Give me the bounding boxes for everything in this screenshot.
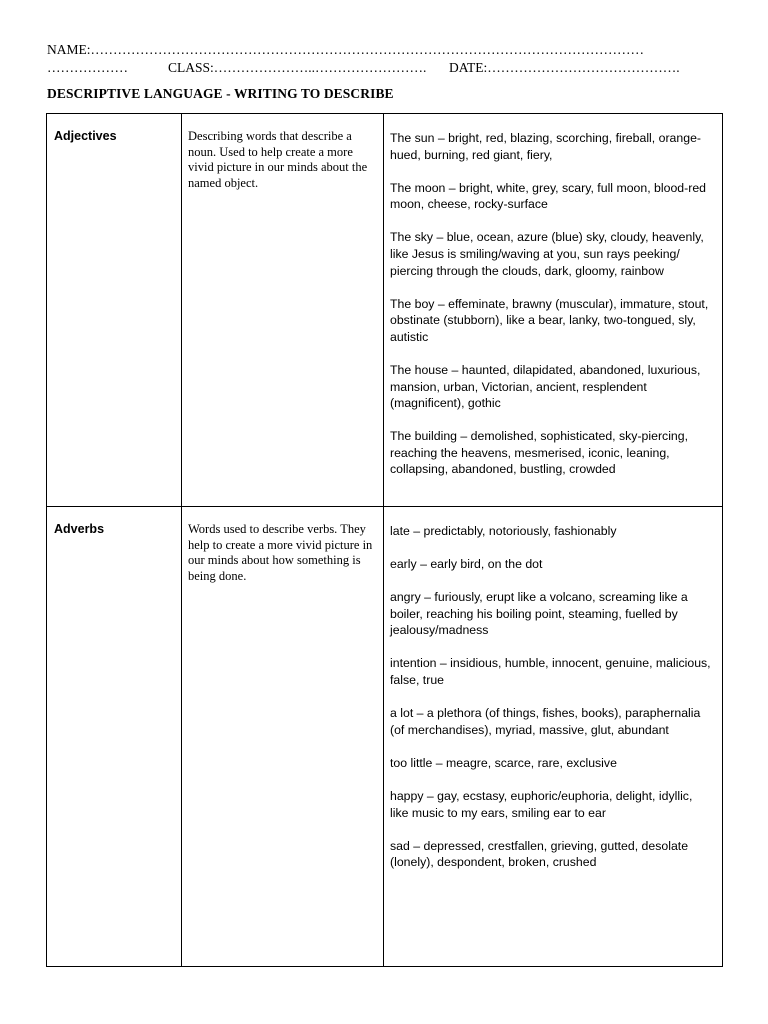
example-item: happy – gay, ecstasy, euphoric/euphoria, delight, idyllic, like music to my ears, smiling ear to ear bbox=[390, 788, 693, 820]
term-cell bbox=[47, 114, 182, 507]
example-item: a lot – a plethora (of things, fishes, books), paraphernalia (of merchandises), myriad, massive, glut, abundant bbox=[390, 706, 701, 737]
document-title: DESCRIPTIVE LANGUAGE - WRITING TO DESCRIBE bbox=[47, 86, 394, 101]
example-item: The house – haunted, dilapidated, abandoned, luxurious, mansion, urban, Victorian, ancient, resplendent (magnificent), gothic bbox=[390, 362, 701, 411]
example-item: early – early bird, on the dot bbox=[390, 557, 543, 572]
examples-cell bbox=[384, 507, 723, 967]
definition-text: Describing words that describe a noun. Used to help create a more vivid picture in our minds about the named object. bbox=[188, 129, 368, 190]
term-label: Adverbs bbox=[54, 522, 105, 536]
example-item: The sky – blue, ocean, azure (blue) sky, cloudy, heavenly, like Jesus is smiling/waving at you, sun rays peeking/ piercing through the clouds, dark, gloomy, rainbow bbox=[390, 230, 704, 278]
name-field[interactable]: NAME:…………………………………………………………………………………………………………… bbox=[47, 42, 644, 57]
example-item: The building – demolished, sophisticated, sky-piercing, reaching the heavens, mesmerised, iconic, leaning, collapsing, abandoned, bustling, crowded bbox=[390, 429, 689, 477]
example-item: The sun – bright, red, blazing, scorching, fireball, orange-hued, burning, red giant, fiery, bbox=[390, 131, 702, 162]
term-cell bbox=[47, 507, 182, 967]
term-label: Adjectives bbox=[54, 129, 117, 143]
example-item: late – predictably, notoriously, fashionably bbox=[390, 524, 617, 538]
class-field[interactable]: CLASS:…………………..……………………. bbox=[168, 60, 427, 75]
example-item: sad – depressed, crestfallen, grieving, gutted, desolate (lonely), despondent, broken, crushed bbox=[390, 838, 689, 870]
table-row-adverbs bbox=[47, 507, 723, 967]
table-row-adjectives bbox=[47, 114, 723, 507]
descriptive-language-table bbox=[46, 113, 723, 967]
definition-text: Words used to describe verbs. They help to create a more vivid picture in our minds about how something is being done. bbox=[188, 522, 373, 583]
date-field[interactable]: DATE:……………………………………. bbox=[449, 60, 680, 75]
example-item: too little – meagre, scarce, rare, exclusive bbox=[390, 755, 617, 770]
name-continuation[interactable]: ……………… bbox=[47, 60, 128, 75]
definition-cell bbox=[182, 114, 384, 507]
example-item: intention – insidious, humble, innocent, genuine, malicious, false, true bbox=[390, 656, 711, 688]
definition-cell bbox=[182, 507, 384, 967]
examples-cell bbox=[384, 114, 723, 507]
example-item: The boy – effeminate, brawny (muscular), immature, stout, obstinate (stubborn), like a bear, lanky, two-tongued, sly, autistic bbox=[390, 296, 709, 344]
example-item: angry – furiously, erupt like a volcano, screaming like a boiler, reaching his boiling point, steaming, fuelled by jealousy/madness bbox=[390, 590, 688, 638]
example-item: The moon – bright, white, grey, scary, full moon, blood-red moon, cheese, rocky-surface bbox=[390, 180, 706, 212]
